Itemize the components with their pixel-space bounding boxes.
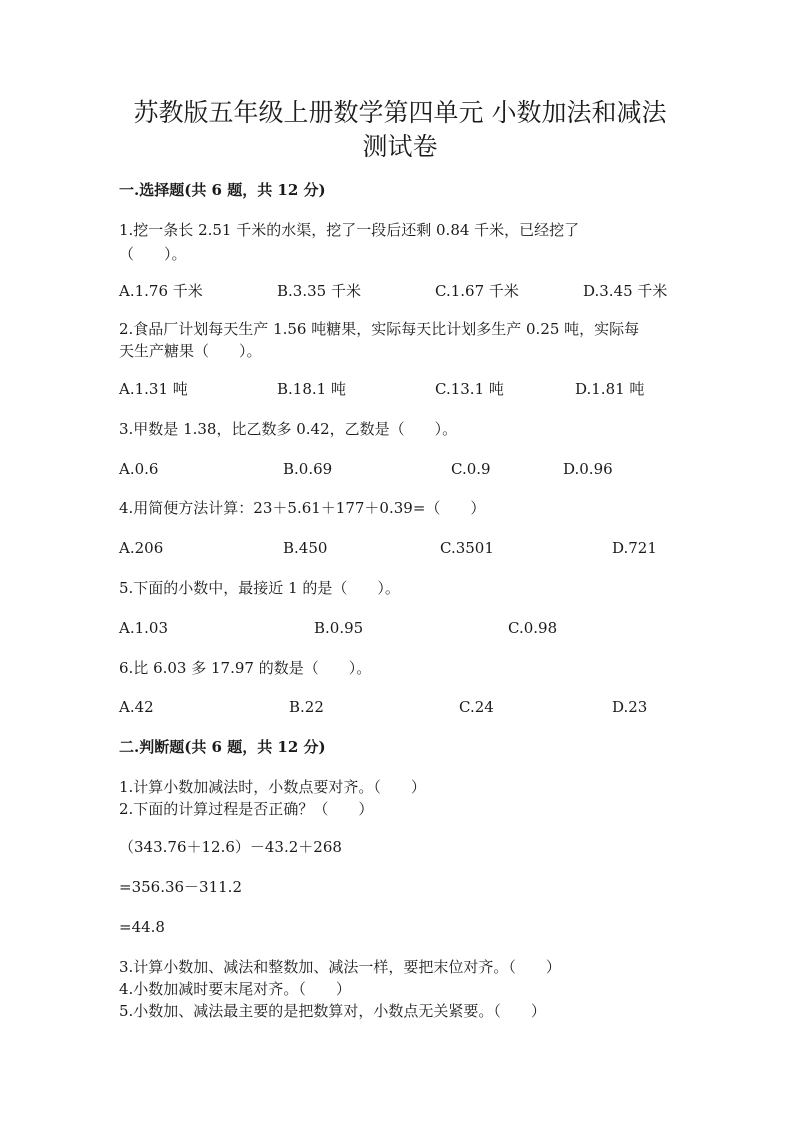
calculation-step-3: =44.8 — [119, 918, 165, 936]
question-5-option-c: C.0.98 — [508, 619, 558, 637]
question-1-text: 1.挖一条长 2.51 千米的水渠，挖了一段后还剩 0.84 千米，已经挖了 — [119, 221, 580, 239]
question-6-option-a: A.42 — [119, 698, 154, 716]
question-6-option-d: D.23 — [612, 698, 648, 716]
question-2-option-c: C.13.1 吨 — [435, 380, 504, 398]
question-6-text: 6.比 6.03 多 17.97 的数是（ ）。 — [119, 659, 372, 677]
section-heading-choice: 一.选择题(共 6 题，共 12 分) — [119, 181, 326, 199]
section-heading-judgment: 二.判断题(共 6 题，共 12 分) — [119, 738, 326, 756]
question-3-option-b: B.0.69 — [283, 460, 333, 478]
question-1-option-b: B.3.35 千米 — [277, 282, 361, 300]
question-5-option-b: B.0.95 — [314, 619, 364, 637]
question-2-text-cont: 天生产糖果（ ）。 — [119, 342, 262, 360]
question-1-option-c: C.1.67 千米 — [435, 282, 519, 300]
question-1-text-cont: （ ）。 — [119, 245, 187, 263]
question-4-option-c: C.3501 — [440, 539, 494, 557]
calculation-step-2: =356.36－311.2 — [119, 878, 242, 896]
question-4-option-b: B.450 — [283, 539, 328, 557]
question-4-option-d: D.721 — [612, 539, 657, 557]
judgment-item-4: 4.小数加减时要末尾对齐。（ ） — [119, 980, 351, 998]
question-5-option-a: A.1.03 — [119, 619, 168, 637]
calculation-step-1: （343.76＋12.6）－43.2＋268 — [119, 838, 342, 856]
question-5-text: 5.下面的小数中，最接近 1 的是（ ）。 — [119, 579, 400, 597]
question-2-option-b: B.18.1 吨 — [277, 380, 346, 398]
question-2-text: 2.食品厂计划每天生产 1.56 吨糖果，实际每天比计划多生产 0.25 吨，实际每 — [119, 320, 640, 338]
question-2-option-a: A.1.31 吨 — [119, 380, 188, 398]
question-1-option-a: A.1.76 千米 — [119, 282, 203, 300]
judgment-item-5: 5.小数加、减法最主要的是把数算对，小数点无关紧要。（ ） — [119, 1002, 546, 1020]
question-3-text: 3.甲数是 1.38，比乙数多 0.42，乙数是（ ）。 — [119, 420, 458, 438]
judgment-item-2: 2.下面的计算过程是否正确？（ ） — [119, 800, 374, 818]
question-6-option-b: B.22 — [289, 698, 324, 716]
question-3-option-d: D.0.96 — [563, 460, 613, 478]
judgment-item-1: 1.计算小数加减法时，小数点要对齐。（ ） — [119, 778, 426, 796]
page-title-line2: 测试卷 — [362, 132, 438, 161]
page-title: 苏教版五年级上册数学第四单元 小数加法和减法 — [133, 98, 667, 127]
question-3-option-a: A.0.6 — [119, 460, 159, 478]
question-4-text: 4.用简便方法计算：23＋5.61＋177＋0.39=（ ） — [119, 499, 486, 517]
question-4-option-a: A.206 — [119, 539, 164, 557]
question-2-option-d: D.1.81 吨 — [575, 380, 645, 398]
question-6-option-c: C.24 — [459, 698, 494, 716]
question-3-option-c: C.0.9 — [451, 460, 491, 478]
judgment-item-3: 3.计算小数加、减法和整数加、减法一样，要把末位对齐。（ ） — [119, 958, 561, 976]
question-1-option-d: D.3.45 千米 — [583, 282, 668, 300]
